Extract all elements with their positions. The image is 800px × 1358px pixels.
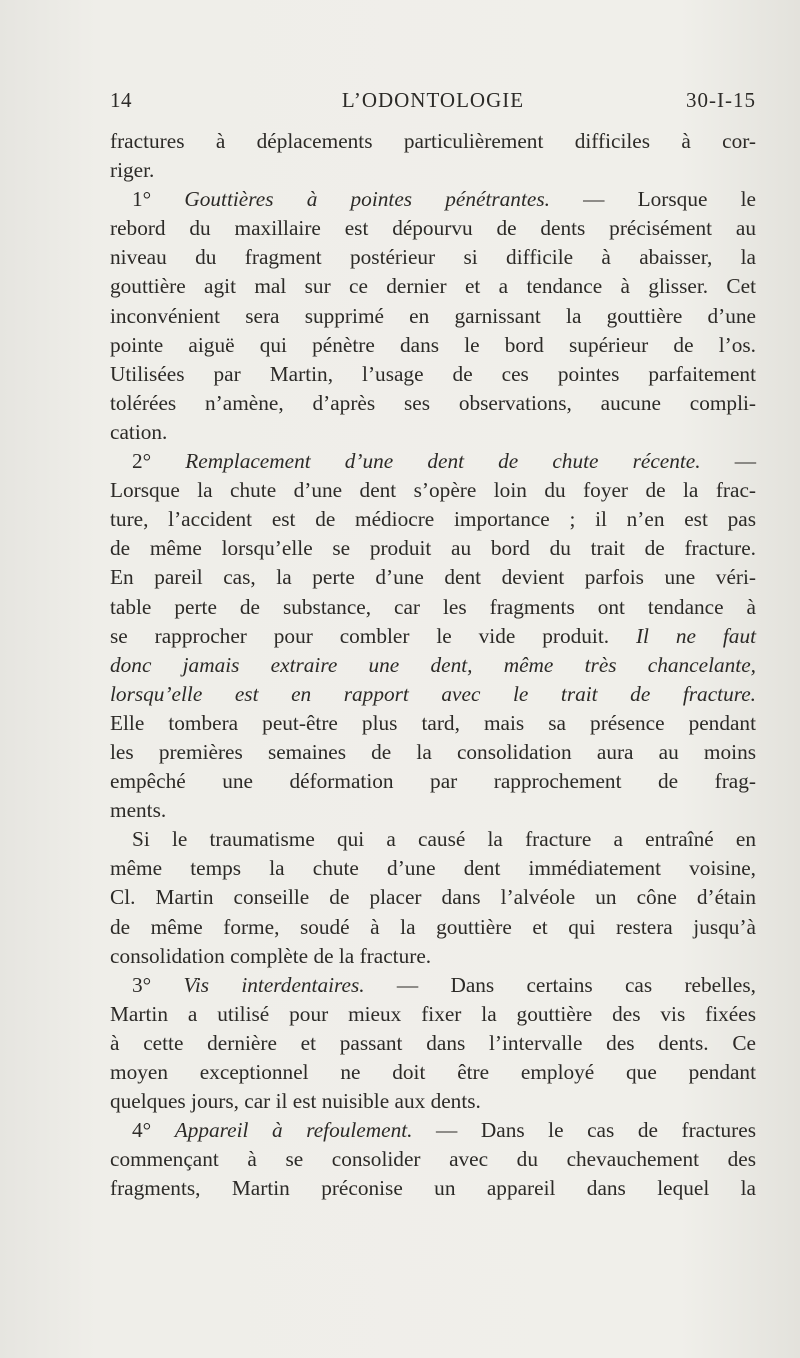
text-segment: cation. (110, 419, 168, 444)
text-line (110, 1145, 756, 1174)
italic-text: Appareil à refoulement. (174, 1118, 413, 1143)
text-segment: Cl. Martin conseille de placer dans l’alvéole un cône d’étain (110, 885, 756, 910)
text-line (110, 360, 756, 389)
text-segment: même temps la chute d’une dent immédiatement voisine, (110, 856, 756, 881)
text-line (110, 1029, 756, 1058)
text-segment: 1° (132, 187, 185, 212)
issue-date: 30-I-15 (686, 88, 756, 112)
text-line (110, 1000, 756, 1029)
text-segment: rebord du maxillaire est dépourvu de dents précisément au (110, 216, 756, 241)
text-segment: 2° (132, 449, 186, 474)
text-line (110, 942, 756, 971)
text-line (110, 331, 756, 360)
text-line (110, 185, 756, 214)
text-segment: de même lorsqu’elle se produit au bord du trait de fracture. (110, 536, 756, 561)
text-segment: gouttière agit mal sur ce dernier et a tendance à glisser. Cet (110, 274, 756, 299)
text-segment: — Dans certains cas rebelles, (364, 972, 756, 997)
text-line (110, 389, 756, 418)
text-segment: ments. (110, 798, 167, 823)
text-line (110, 476, 756, 505)
text-line (110, 243, 756, 272)
text-segment: Si le traumatisme qui a causé la fracture a entraîné en (132, 827, 756, 852)
italic-text: Gouttières à pointes pénétrantes. (184, 187, 550, 212)
text-segment: quelques jours, car il est nuisible aux dents. (110, 1089, 481, 1114)
text-line (110, 214, 756, 243)
text-segment: à cette dernière et passant dans l’intervalle des dents. Ce (110, 1030, 756, 1055)
text-line (110, 738, 756, 767)
text-line (110, 127, 756, 156)
text-line (110, 796, 756, 825)
text-line (110, 709, 756, 738)
text-segment: fragments, Martin préconise un appareil dans lequel la (110, 1176, 756, 1201)
text-segment: — Lorsque le (549, 187, 756, 212)
text-segment: consolidation complète de la fracture. (110, 943, 432, 968)
text-line (110, 1174, 756, 1203)
text-segment: pointe aiguë qui pénètre dans le bord supérieur de l’os. (110, 332, 756, 357)
text-segment: — Dans le cas de fractures (412, 1118, 756, 1143)
text-segment: niveau du fragment postérieur si difficile à abaisser, la (110, 245, 756, 270)
italic-text: donc jamais extraire une dent, même très chancelante, (110, 652, 756, 677)
text-line (110, 1116, 756, 1145)
text-line (110, 534, 756, 563)
italic-text: Il ne faut (635, 623, 757, 648)
text-line (110, 1087, 756, 1116)
text-segment: fractures à déplacements particulièrement difficiles à cor- (110, 129, 756, 153)
running-header (110, 88, 756, 118)
text-line (110, 651, 756, 680)
text-line (110, 563, 756, 592)
text-segment: de même forme, soudé à la gouttière et qui restera jusqu’à (110, 914, 756, 939)
page-number: 14 (110, 88, 132, 112)
text-line (110, 447, 756, 476)
italic-text: Vis interdentaires. (183, 972, 365, 997)
text-line (110, 883, 756, 912)
text-segment: riger. (110, 158, 155, 183)
text-line (110, 156, 756, 185)
text-line (110, 825, 756, 854)
text-line (110, 505, 756, 534)
text-line (110, 593, 756, 622)
text-line (110, 971, 756, 1000)
text-line (110, 680, 756, 709)
text-line (110, 854, 756, 883)
text-line (110, 272, 756, 301)
italic-text: Remplacement d’une dent de chute récente. (185, 449, 701, 474)
text-segment: table perte de substance, car les fragments ont tendance à (110, 594, 756, 619)
text-segment: ture, l’accident est de médiocre importance ; il n’en est pas (110, 507, 756, 532)
text-segment: Lorsque la chute d’une dent s’opère loin du foyer de la frac- (110, 478, 756, 503)
text-segment: Elle tombera peut-être plus tard, mais sa présence pendant (110, 710, 756, 735)
text-segment: tolérées n’amène, d’après ses observations, aucune compli- (110, 390, 756, 415)
text-segment: En pareil cas, la perte d’une dent devient parfois une véri- (110, 565, 756, 590)
text-segment: les premières semaines de la consolidation aura au moins (110, 739, 756, 764)
text-segment: inconvénient sera supprimé en garnissant la gouttière d’une (110, 303, 756, 328)
text-segment: se rapprocher pour combler le vide produit. (110, 623, 636, 648)
text-segment: Martin a utilisé pour mieux fixer la gouttière des vis fixées (110, 1001, 756, 1026)
text-segment: Utilisées par Martin, l’usage de ces pointes parfaitement (110, 361, 756, 386)
text-segment: commençant à se consolider avec du chevauchement des (110, 1147, 756, 1172)
text-segment: empêché une déformation par rapprochement de frag- (110, 769, 756, 794)
running-title: L’ODONTOLOGIE (341, 88, 525, 112)
body-text (110, 127, 756, 1203)
text-line (110, 1058, 756, 1087)
text-line (110, 913, 756, 942)
text-segment: moyen exceptionnel ne doit être employé que pendant (110, 1060, 756, 1084)
text-segment: 3° (132, 972, 184, 997)
text-line (110, 418, 756, 447)
italic-text: lorsqu’elle est en rapport avec le trait de fracture. (110, 681, 756, 706)
text-line (110, 622, 756, 651)
text-segment: 4° (132, 1118, 175, 1143)
text-line (110, 302, 756, 331)
text-segment: — (700, 449, 756, 474)
text-line (110, 767, 756, 796)
